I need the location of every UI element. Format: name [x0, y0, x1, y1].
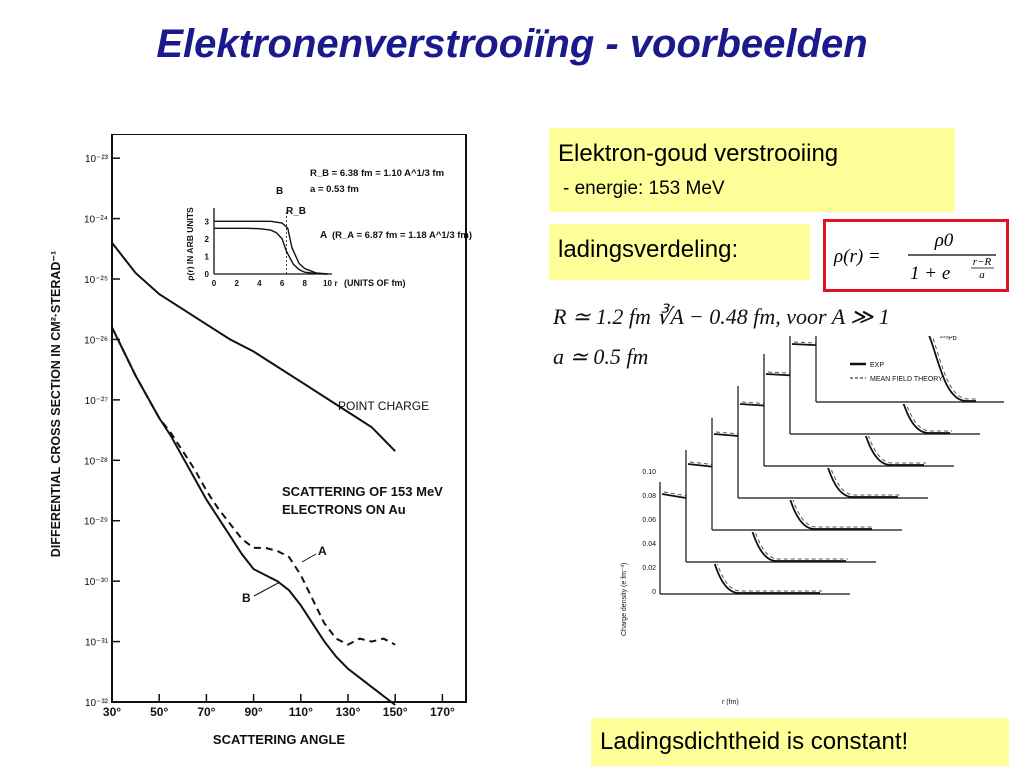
inset-x-label: (UNITS OF fm)	[344, 278, 406, 288]
nucleus-label: ²⁰⁸Pb	[940, 336, 957, 342]
scattering-annotation-line1: SCATTERING OF 153 MeV	[282, 484, 443, 499]
legend-theory-label: MEAN FIELD THEORY	[870, 376, 943, 383]
radius-equation: R ≃ 1.2 fm ∛A − 0.48 fm, voor A ≫ 1	[553, 304, 890, 329]
formula-exp-top: r−R	[972, 256, 992, 268]
legend-exp-label: EXP	[870, 362, 885, 369]
info-box-charge-distribution	[549, 224, 810, 280]
conclusion-box	[591, 718, 1009, 766]
y-tick-label: 10⁻²⁸	[84, 456, 108, 468]
x-tick-label: 150°	[382, 705, 408, 719]
inset-series-a	[214, 221, 328, 274]
inset-y-tick-label: 2	[204, 234, 209, 244]
y-tick-label: 10⁻²³	[84, 154, 108, 166]
point-charge-annotation: POINT CHARGE	[338, 399, 430, 413]
inset-param-b-line1: R_B = 6.38 fm = 1.10 A^1/3 fm	[310, 168, 445, 179]
x-tick-label: 170°	[429, 705, 455, 719]
density-panel-6	[816, 336, 1004, 404]
series-label-a: A	[318, 544, 327, 558]
formula-lhs: ρ(r) =	[834, 246, 881, 267]
inset-x-tick-label: 2	[234, 279, 239, 288]
inset-param-b-line2: a = 0.53 fm	[310, 184, 359, 195]
main-plot-area	[49, 134, 472, 747]
y-tick-label: 10⁻³⁰	[84, 577, 108, 589]
stack-y-tick-label: 0.08	[642, 493, 656, 500]
inset-x-tick-label: 10	[323, 279, 332, 288]
y-tick-label: 10⁻²⁵	[84, 275, 108, 287]
y-tick-label: 10⁻³¹	[84, 637, 108, 649]
y-tick-label: 10⁻²⁹	[83, 516, 108, 528]
stack-y-label: Charge density (e fm⁻³)	[621, 562, 628, 636]
inset-y-tick-label: 3	[204, 217, 209, 227]
y-tick-label: 10⁻³²	[84, 698, 108, 709]
formula-numerator: ρ0	[934, 230, 954, 251]
stack-y-tick-label: 0.06	[642, 517, 656, 524]
x-tick-label: 50°	[150, 705, 169, 719]
stack-x-label: r (fm)	[722, 699, 739, 706]
stack-plot-area	[621, 336, 1004, 706]
plot-frame	[112, 134, 466, 702]
fermi-formula	[823, 219, 1009, 292]
formula-denominator: 1 + e	[910, 263, 951, 284]
inset-label-b: B	[276, 186, 284, 197]
label-b-leader	[254, 582, 280, 596]
inset-y-label: ρ(r) IN ARB UNITS	[185, 207, 195, 281]
cross-section-chart	[38, 134, 478, 754]
inset-param-a: (R_A = 6.87 fm = 1.18 A^1/3 fm)	[332, 230, 473, 241]
conclusion-text: Ladingsdichtheid is constant!	[600, 728, 909, 755]
diffuseness-equation: a ≃ 0.5 fm	[553, 344, 649, 369]
y-tick-label: 10⁻²⁶	[84, 335, 108, 347]
inset-x-tick-label: 4	[257, 279, 262, 288]
label-a-leader	[302, 554, 316, 562]
charge-density-stack	[614, 336, 1004, 708]
y-tick-label: 10⁻²⁷	[84, 395, 108, 407]
formula-exp-bottom: a	[979, 269, 985, 281]
box1-line1: Elektron-goud verstrooiing	[558, 140, 839, 167]
stack-y-tick-label: 0.02	[642, 565, 656, 572]
panel-background	[816, 336, 1004, 404]
inset-label-rb: R_B	[286, 206, 307, 217]
inset-x-tick-label: 6	[279, 279, 285, 288]
box2-label: ladingsverdeling:	[558, 236, 739, 263]
series-label-b: B	[242, 591, 251, 605]
inset-x-tick-label: 8	[302, 279, 307, 288]
stack-y-tick-label: 0.10	[642, 469, 656, 476]
inset-x-tick-label: r	[334, 279, 338, 288]
x-tick-label: 110°	[288, 705, 313, 719]
stack-y-tick-label: 0.04	[642, 541, 656, 548]
x-tick-label: 30°	[102, 705, 122, 719]
y-axis-label: DIFFERENTIAL CROSS SECTION IN CM²·STERAD⁻¹	[49, 250, 63, 558]
x-tick-label: 70°	[197, 705, 216, 719]
x-axis-label: SCATTERING ANGLE	[212, 732, 346, 747]
inset-series-b	[214, 228, 328, 274]
stack-y-tick-label: 0	[652, 589, 656, 596]
inset-y-tick-label: 0	[204, 270, 209, 279]
x-tick-label: 90°	[244, 705, 263, 719]
inset-x-tick-label: 0	[211, 279, 217, 288]
scattering-annotation-line2: ELECTRONS ON Au	[282, 502, 406, 517]
inset-label-a: A	[320, 230, 328, 241]
y-tick-label: 10⁻²⁴	[83, 214, 108, 226]
info-box-gold-scattering	[549, 128, 955, 212]
x-tick-label: 130°	[335, 705, 361, 719]
box1-line2: - energie: 153 MeV	[563, 178, 725, 199]
slide-title: Elektronenverstrooiïng - voorbeelden	[156, 22, 868, 66]
inset-y-tick-label: 1	[204, 252, 209, 262]
